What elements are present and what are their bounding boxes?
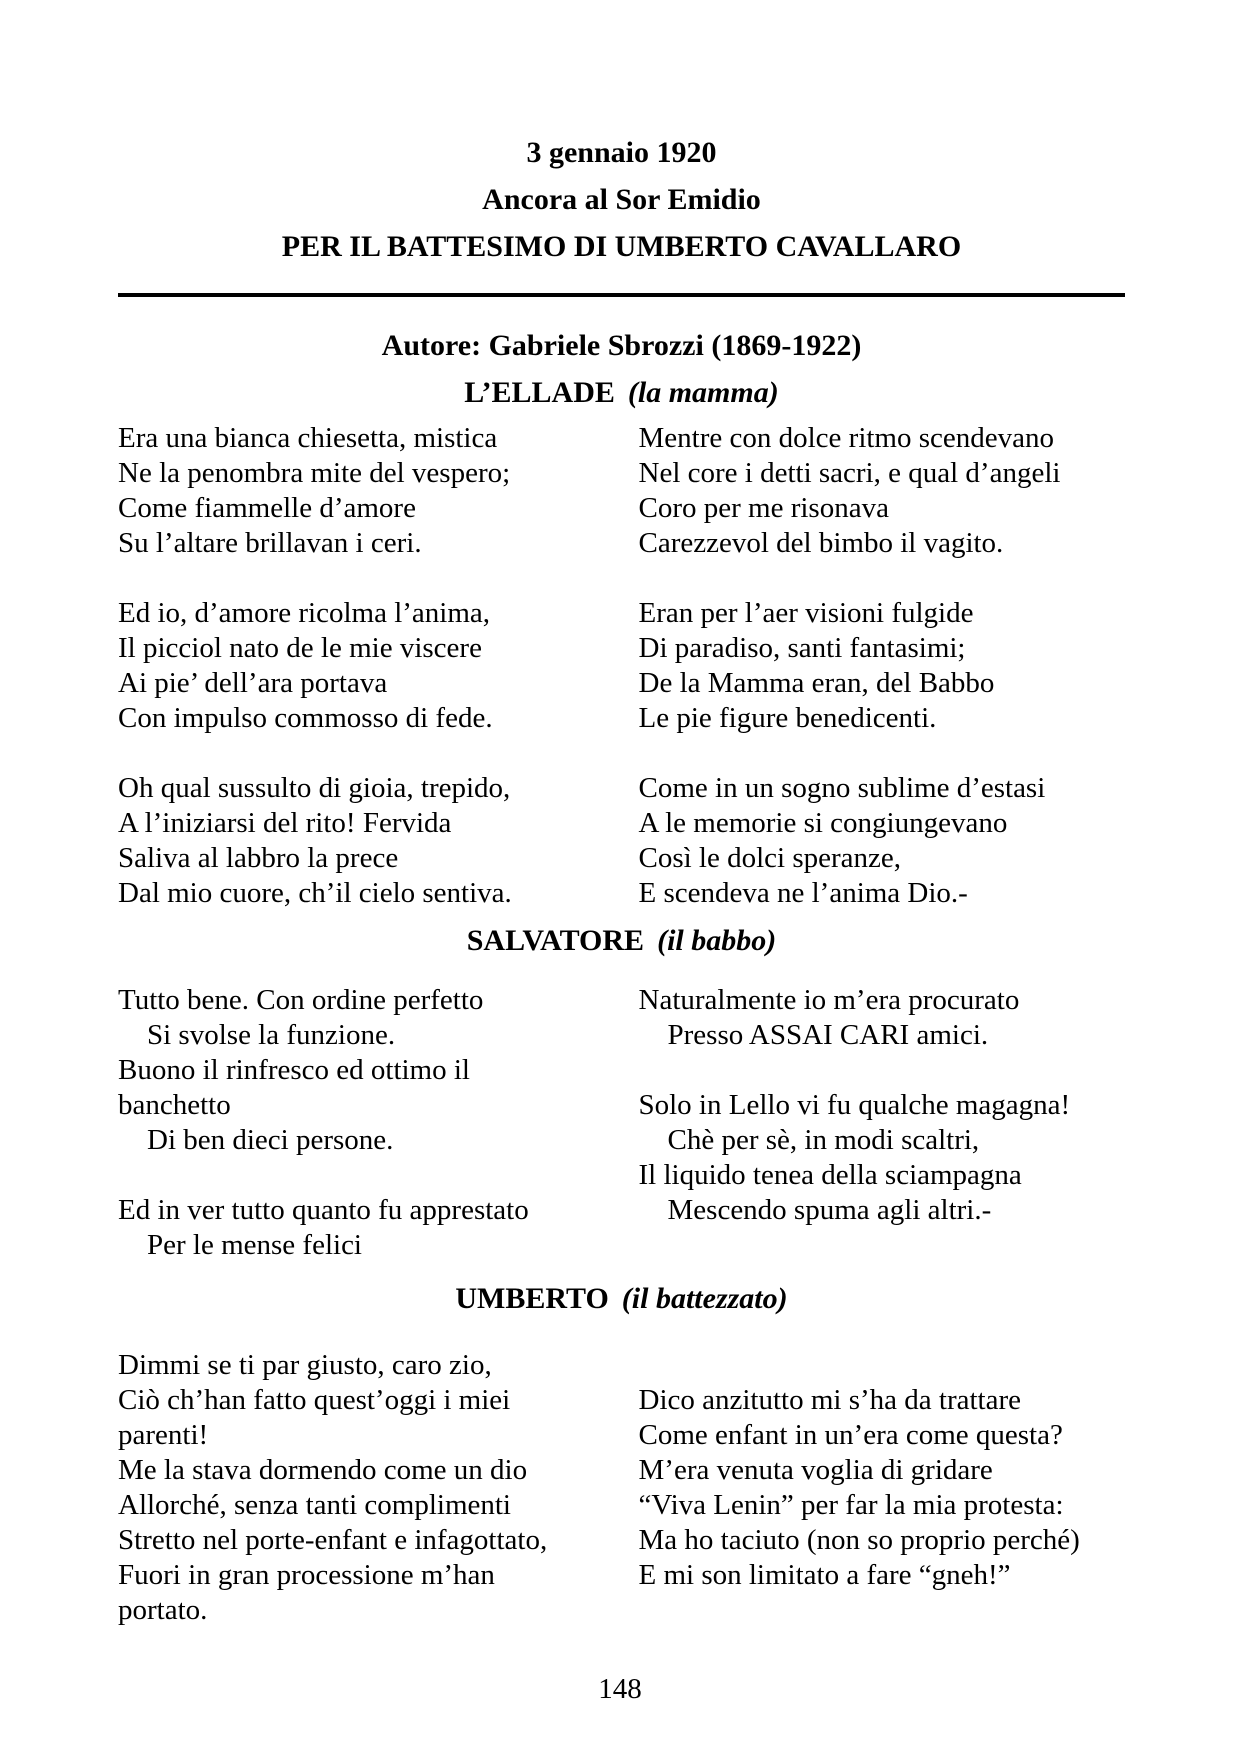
poem-line: A le memorie si congiungevano <box>638 807 1008 839</box>
poem-line: Così le dolci speranze, <box>638 842 902 874</box>
poem-line: Il liquido tenea della sciampagna <box>638 1159 1022 1191</box>
poem-line: Per le mense felici <box>118 1229 362 1261</box>
poem-line: Coro per me risonava <box>638 492 889 524</box>
poem-line: Come enfant in un’era come questa? <box>638 1419 1063 1451</box>
stanza <box>639 1088 1126 1228</box>
section-speaker-role: (il babbo) <box>657 924 777 957</box>
section-speaker-name: SALVATORE <box>466 924 645 957</box>
poem-line: Solo in Lello vi fu qualche magagna! <box>638 1089 1071 1121</box>
poem-line: Ed io, d’amore ricolma l’anima, <box>118 597 491 629</box>
poem-line: Come fiammelle d’amore <box>118 492 416 524</box>
poem-section <box>118 375 1125 911</box>
stanza <box>118 983 605 1158</box>
section-speaker-name: L’ELLADE <box>464 376 615 409</box>
verse-columns <box>118 1348 1125 1628</box>
section-speaker-role: (il battezzato) <box>621 1282 788 1315</box>
section-heading <box>118 1281 1125 1316</box>
stanza <box>639 1383 1126 1593</box>
section-speaker-role: (la mamma) <box>627 376 779 409</box>
poem-line: A l’iniziarsi del rito! Fervida <box>118 807 452 839</box>
date-line: 3 gennaio 1920 <box>526 136 717 169</box>
poem-line: Oh qual sussulto di gioia, trepido, <box>118 772 511 804</box>
poem-line: Con impulso commosso di fede. <box>118 702 493 734</box>
poem-line: Ed in ver tutto quanto fu apprestato <box>118 1194 529 1226</box>
section-heading <box>118 375 1125 410</box>
verse-column <box>605 421 1126 911</box>
stanza <box>639 771 1126 911</box>
poem-line: banchetto <box>118 1089 231 1121</box>
poem-line: De la Mamma eran, del Babbo <box>638 667 995 699</box>
stanza <box>118 596 605 736</box>
poem-line: Buono il rinfresco ed ottimo il <box>118 1054 470 1086</box>
poem-line: E scendeva ne l’anima Dio.- <box>638 877 968 909</box>
stanza <box>118 1193 605 1263</box>
poem-line: Dico anzitutto mi s’ha da trattare <box>638 1384 1021 1416</box>
section-speaker-name: UMBERTO <box>455 1282 609 1315</box>
poem-line: Il picciol nato de le mie viscere <box>118 632 482 664</box>
verse-columns <box>118 983 1125 1263</box>
poem-line: Dal mio cuore, ch’il cielo sentiva. <box>118 877 512 909</box>
poem-sections <box>118 375 1125 1628</box>
poem-line: M’era venuta voglia di gridare <box>638 1454 993 1486</box>
verse-column <box>118 983 605 1263</box>
poem-line: Si svolse la funzione. <box>118 1019 396 1051</box>
verse-column <box>605 1348 1126 1628</box>
verse-column <box>118 1348 605 1628</box>
poem-line: Nel core i detti sacri, e qual d’angeli <box>638 457 1061 489</box>
dedication-line: Ancora al Sor Emidio <box>482 183 761 216</box>
poem-line: Di ben dieci persone. <box>118 1124 394 1156</box>
poem-line: Di paradiso, santi fantasimi; <box>638 632 966 664</box>
poem-title: PER IL BATTESIMO DI UMBERTO CAVALLARO <box>281 230 962 263</box>
stanza <box>639 421 1126 561</box>
poem-line: Mentre con dolce ritmo scendevano <box>638 422 1055 454</box>
poem-section <box>118 1281 1125 1628</box>
section-heading <box>118 923 1125 958</box>
poem-line: “Viva Lenin” per far la mia protesta: <box>638 1489 1064 1521</box>
poem-line: Eran per l’aer visioni fulgide <box>638 597 974 629</box>
poem-line: Fuori in gran processione m’han <box>118 1559 495 1591</box>
poem-line: Tutto bene. Con ordine perfetto <box>118 984 484 1016</box>
poem-line: Dimmi se ti par giusto, caro zio, <box>118 1349 492 1381</box>
poem-line: Me la stava dormendo come un dio <box>118 1454 528 1486</box>
poem-line: Chè per sè, in modi scaltri, <box>638 1124 980 1156</box>
verse-column <box>118 421 605 911</box>
poem-line: Su l’altare brillavan i ceri. <box>118 527 422 559</box>
poem-line: E mi son limitato a fare “gneh!” <box>638 1559 1011 1591</box>
poem-line: Era una bianca chiesetta, mistica <box>118 422 498 454</box>
stanza <box>639 596 1126 736</box>
poem-line: Le pie figure benedicenti. <box>638 702 937 734</box>
poem-line: parenti! <box>118 1419 209 1451</box>
verse-columns <box>118 421 1125 911</box>
poem-line: Ma ho taciuto (non so proprio perché) <box>638 1524 1080 1556</box>
poem-line: Ne la penombra mite del vespero; <box>118 457 511 489</box>
poem-line: Presso ASSAI CARI amici. <box>638 1019 989 1051</box>
title-underline-rule <box>118 293 1125 297</box>
page-number: 148 <box>598 1673 642 1705</box>
poem-line: Ai pie’ dell’ara portava <box>118 667 388 699</box>
poem-section <box>118 923 1125 1263</box>
stanza <box>639 983 1126 1053</box>
stanza <box>118 1348 605 1628</box>
poem-line: Come in un sogno sublime d’estasi <box>638 772 1046 804</box>
verse-column <box>605 983 1126 1263</box>
author-line: Autore: Gabriele Sbrozzi (1869-1922) <box>381 329 862 362</box>
poem-line: Carezzevol del bimbo il vagito. <box>638 527 1004 559</box>
poem-line: Allorché, senza tanti complimenti <box>118 1489 511 1521</box>
poem-line: Mescendo spuma agli altri.- <box>638 1194 992 1226</box>
poem-line: Ciò ch’han fatto quest’oggi i miei <box>118 1384 511 1416</box>
poem-line: Stretto nel porte-enfant e infagottato, <box>118 1524 548 1556</box>
stanza <box>118 771 605 911</box>
poem-line: portato. <box>118 1594 208 1626</box>
stanza <box>118 421 605 561</box>
poem-line: Naturalmente io m’era procurato <box>638 984 1020 1016</box>
poem-line: Saliva al labbro la prece <box>118 842 399 874</box>
